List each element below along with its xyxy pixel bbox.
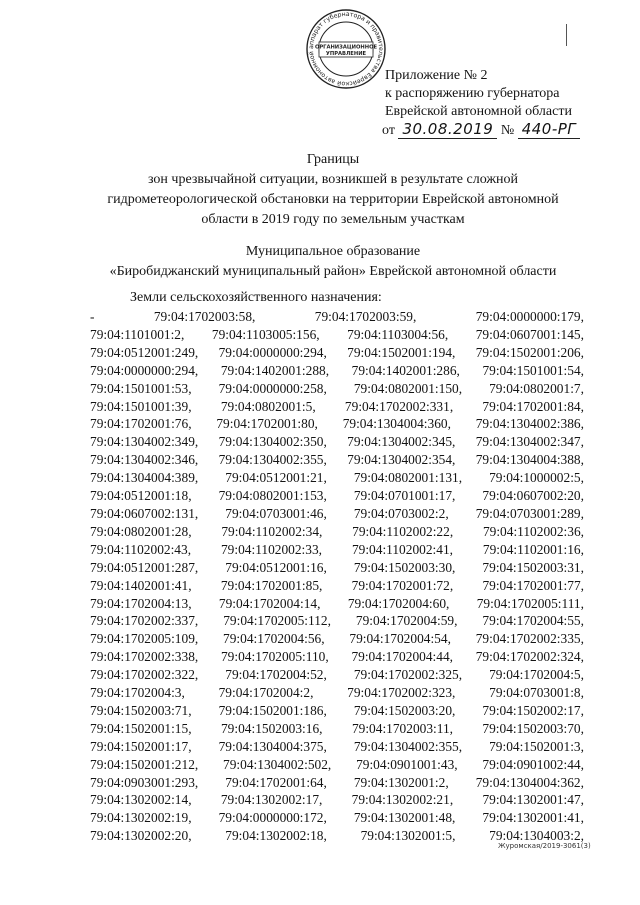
parcel-number: 79:04:1502001:212, <box>90 756 199 772</box>
parcel-number: 79:04:1304002:354, <box>347 452 456 468</box>
parcel-number: 79:04:1304004:389, <box>90 470 199 486</box>
parcel-number: 79:04:1702002:323, <box>347 685 456 701</box>
parcel-number: 79:04:1102002:41, <box>351 541 453 557</box>
parcel-line <box>90 774 584 792</box>
parcel-number: 79:04:1502003:30, <box>353 559 456 575</box>
parcel-line <box>90 720 584 738</box>
land-category-heading: Земли сельскохозяйственного назначения: <box>130 290 382 305</box>
parcel-line <box>90 541 584 559</box>
parcel-number: 79:04:1702002:331, <box>344 398 454 414</box>
parcel-number: 79:04:1302002:18, <box>225 828 327 844</box>
parcel-line <box>90 326 584 344</box>
number-sign: № <box>500 123 515 138</box>
parcel-number: 79:04:0512001:287, <box>90 559 199 575</box>
stamp-seal-icon <box>305 8 387 90</box>
parcel-number: 79:04:0802001:28, <box>90 523 192 539</box>
parcel-number: 79:04:1502003:16, <box>220 720 323 736</box>
parcel-number: 79:04:0802001:5, <box>220 398 316 414</box>
parcel-line <box>90 738 584 756</box>
parcel-number: 79:04:1702004:55, <box>482 613 584 629</box>
parcel-number: 79:04:1302002:21, <box>351 792 454 808</box>
parcel-number: 79:04:0802001:131, <box>353 470 463 486</box>
stamp-ring-text: аппарат губернатора и правительства Еврейской автономной <box>307 10 385 88</box>
official-stamp <box>305 8 387 90</box>
parcel-number: 79:04:0512001:16, <box>225 559 327 575</box>
parcel-number: 79:04:1103004:56, <box>347 326 449 342</box>
parcel-number: 79:04:0901002:44, <box>482 756 584 772</box>
parcel-number: 79:04:1304002:502, <box>223 756 332 772</box>
parcel-number: 79:04:1304002:350, <box>218 434 327 450</box>
parcel-number: 79:04:0000000:258, <box>218 380 327 396</box>
parcel-number: 79:04:1502003:71, <box>90 702 192 718</box>
parcel-number: 79:04:0701001:17, <box>353 488 456 504</box>
parcel-line <box>90 702 584 720</box>
parcel-line <box>90 344 584 362</box>
svg-text:ОРГАНИЗАЦИОННОЕ: ОРГАНИЗАЦИОННОЕ <box>314 44 378 51</box>
municipality-label: Муниципальное образование <box>245 244 421 259</box>
parcel-line <box>90 362 584 380</box>
parcel-number: 79:04:0000000:172, <box>218 810 327 826</box>
parcel-number: 79:04:0703001:46, <box>225 505 327 521</box>
title-line-3: области в 2019 году по земельным участкам <box>201 212 465 227</box>
parcel-line <box>90 380 584 398</box>
parcel-number: 79:04:1702001:64, <box>225 774 327 790</box>
parcel-number: 79:04:1702005:110, <box>220 649 329 665</box>
parcel-line <box>90 648 584 666</box>
parcel-number: 79:04:1702002:322, <box>90 667 199 683</box>
parcel-number: 79:04:1702004:56, <box>223 631 325 647</box>
appendix-region: Еврейской автономной области <box>385 104 572 119</box>
parcel-number: 79:04:1102002:22, <box>352 523 454 539</box>
parcel-number: 79:04:1502002:17, <box>482 702 584 718</box>
parcel-number: 79:04:1502003:31, <box>482 559 584 575</box>
appendix-number: Приложение № 2 <box>385 68 488 83</box>
handwritten-date: 30.08.2019 <box>398 120 497 139</box>
parcel-number: 79:04:0607001:145, <box>475 326 584 342</box>
parcel-number: 79:04:1302002:19, <box>90 810 192 826</box>
parcel-number: 79:04:1702004:2, <box>218 685 314 701</box>
svg-text:УПРАВЛЕНИЕ: УПРАВЛЕНИЕ <box>325 51 367 57</box>
parcel-number: 79:04:1402001:288, <box>220 362 330 378</box>
parcel-number: 79:04:1502001:186, <box>218 702 327 718</box>
parcel-line <box>90 577 584 595</box>
parcel-number: 79:04:0802001:150, <box>353 380 463 396</box>
parcel-line <box>90 451 584 469</box>
title-line-1: зон чрезвычайной ситуации, возникшей в результате сложной <box>147 172 519 187</box>
parcel-line <box>90 791 584 809</box>
parcel-number: 79:04:0607002:20, <box>482 488 584 504</box>
parcel-number: 79:04:1102002:36, <box>482 523 584 539</box>
parcel-line <box>90 523 584 541</box>
parcel-number: 79:04:1304004:360, <box>342 416 451 432</box>
parcel-number: 79:04:1702005:112, <box>223 613 331 629</box>
parcel-number: 79:04:1302002:20, <box>90 828 192 844</box>
parcel-number: 79:04:1702001:85, <box>220 577 323 593</box>
parcel-number: 79:04:1302002:17, <box>220 792 323 808</box>
parcel-line <box>90 612 584 630</box>
parcel-number: 79:04:1302002:14, <box>90 792 192 808</box>
parcel-line <box>90 595 584 613</box>
parcel-number: 79:04:1501001:39, <box>90 398 192 414</box>
parcel-number: 79:04:1702004:54, <box>349 631 451 647</box>
parcel-number: 79:04:1501001:53, <box>90 380 192 396</box>
parcel-number: 79:04:1502001:206, <box>475 344 584 360</box>
parcel-number: 79:04:0000000:294, <box>218 344 327 360</box>
parcel-number: 79:04:1502001:3, <box>489 738 584 754</box>
title-heading: Границы <box>306 152 360 167</box>
parcel-number: - <box>90 309 95 324</box>
parcel-line <box>90 308 584 326</box>
parcel-number: 79:04:1702003:11, <box>351 720 453 736</box>
parcel-number: 79:04:1702003:59, <box>314 309 417 324</box>
parcel-number: 79:04:0903001:293, <box>90 774 199 790</box>
handwritten-order-number: 440-РГ <box>518 120 580 139</box>
parcel-number: 79:04:1502001:15, <box>90 720 192 736</box>
parcel-number: 79:04:1702001:77, <box>482 577 584 593</box>
parcel-number: 79:04:1103005:156, <box>211 326 320 342</box>
parcel-number: 79:04:1502003:20, <box>353 702 456 718</box>
parcel-number: 79:04:1702005:111, <box>476 595 584 611</box>
parcel-number: 79:04:1702004:5, <box>489 667 584 683</box>
date-prefix: от <box>382 123 395 138</box>
parcel-number: 79:04:1702004:44, <box>351 649 453 665</box>
parcel-number: 79:04:0000000:179, <box>475 309 584 324</box>
parcel-line <box>90 433 584 451</box>
parcel-number: 79:04:1000002:5, <box>489 470 584 486</box>
parcel-number: 79:04:1304002:349, <box>90 434 199 450</box>
parcel-number: 79:04:1304002:355, <box>353 738 463 754</box>
margin-mark <box>566 24 570 46</box>
parcel-number: 79:04:1302001:48, <box>353 810 456 826</box>
parcel-number: 79:04:1702001:80, <box>216 416 318 432</box>
parcel-line <box>90 809 584 827</box>
parcel-list <box>90 308 584 845</box>
parcel-number: 79:04:1101001:2, <box>90 326 185 342</box>
parcel-number: 79:04:1102002:43, <box>90 541 192 557</box>
order-date-line <box>382 120 580 139</box>
parcel-line <box>90 756 584 774</box>
parcel-number: 79:04:1702002:335, <box>475 631 584 647</box>
parcel-number: 79:04:1702002:338, <box>90 649 199 665</box>
parcel-number: 79:04:1702002:325, <box>353 667 463 683</box>
parcel-number: 79:04:1702003:58, <box>153 309 256 324</box>
parcel-line <box>90 398 584 416</box>
parcel-number: 79:04:1304004:388, <box>475 452 584 468</box>
parcel-number: 79:04:1304004:375, <box>218 738 327 754</box>
parcel-number: 79:04:1702004:59, <box>355 613 458 629</box>
parcel-number: 79:04:1102002:34, <box>221 523 323 539</box>
parcel-number: 79:04:0703001:8, <box>489 685 584 701</box>
parcel-number: 79:04:1402001:286, <box>351 362 460 378</box>
parcel-number: 79:04:1702002:324, <box>475 649 584 665</box>
parcel-number: 79:04:1702004:60, <box>347 595 450 611</box>
parcel-number: 79:04:0802001:7, <box>489 380 584 396</box>
parcel-line <box>90 684 584 702</box>
parcel-number: 79:04:1402001:41, <box>90 577 192 593</box>
parcel-number: 79:04:0802001:153, <box>218 488 327 504</box>
municipality-heading <box>88 242 578 282</box>
parcel-number: 79:04:1702002:337, <box>90 613 199 629</box>
parcel-number: 79:04:1102002:33, <box>220 541 323 557</box>
parcel-number: 79:04:1702004:13, <box>90 595 192 611</box>
appendix-header <box>385 67 572 121</box>
footer-reference: Журомская/2019-3061(3) <box>498 842 591 850</box>
parcel-number: 79:04:0703002:2, <box>353 505 449 521</box>
parcel-number: 79:04:1304002:347, <box>475 434 584 450</box>
parcel-number: 79:04:1302001:41, <box>482 810 584 826</box>
parcel-number: 79:04:0512001:18, <box>90 488 192 504</box>
parcel-number: 79:04:1304002:386, <box>475 416 584 432</box>
parcel-number: 79:04:1302001:2, <box>353 774 449 790</box>
parcel-line <box>90 666 584 684</box>
parcel-line <box>90 469 584 487</box>
parcel-number: 79:04:1304002:345, <box>347 434 456 450</box>
parcel-number: 79:04:1304004:362, <box>475 774 584 790</box>
parcel-number: 79:04:1304002:346, <box>90 452 199 468</box>
parcel-number: 79:04:1702004:3, <box>90 685 185 701</box>
parcel-number: 79:04:1302001:47, <box>482 792 584 808</box>
parcel-number: 79:04:1501001:54, <box>482 362 584 378</box>
parcel-number: 79:04:1702001:72, <box>351 577 454 593</box>
parcel-number: 79:04:0703001:289, <box>475 505 584 521</box>
appendix-reference: к распоряжению губернатора <box>385 86 560 101</box>
parcel-number: 79:04:1702004:52, <box>225 667 327 683</box>
parcel-number: 79:04:1502001:194, <box>347 344 456 360</box>
parcel-line <box>90 487 584 505</box>
parcel-line <box>90 505 584 523</box>
parcel-line <box>90 559 584 577</box>
parcel-line <box>90 630 584 648</box>
parcel-number: 79:04:1502003:70, <box>482 720 584 736</box>
parcel-number: 79:04:1502001:17, <box>90 738 192 754</box>
parcel-number: 79:04:1702001:76, <box>90 416 192 432</box>
parcel-number: 79:04:0901001:43, <box>356 756 458 772</box>
parcel-number: 79:04:1304002:355, <box>218 452 327 468</box>
municipality-name: «Биробиджанский муниципальный район» Еврейской автономной области <box>109 264 557 279</box>
title-line-2: гидрометеорологической обстановки на территории Еврейской автономной <box>107 192 559 207</box>
parcel-number: 79:04:1702005:109, <box>90 631 199 647</box>
parcel-number: 79:04:1702004:14, <box>218 595 321 611</box>
document-title <box>88 150 578 230</box>
parcel-number: 79:04:1304003:2, <box>489 828 584 844</box>
parcel-number: 79:04:0512001:21, <box>225 470 327 486</box>
parcel-line <box>90 415 584 433</box>
parcel-number: 79:04:1102001:16, <box>482 541 584 557</box>
parcel-number: 79:04:1702001:84, <box>482 398 584 414</box>
parcel-number: 79:04:0512001:249, <box>90 344 199 360</box>
parcel-number: 79:04:0607002:131, <box>90 505 199 521</box>
parcel-number: 79:04:1302001:5, <box>360 828 456 844</box>
parcel-number: 79:04:0000000:294, <box>90 362 199 378</box>
